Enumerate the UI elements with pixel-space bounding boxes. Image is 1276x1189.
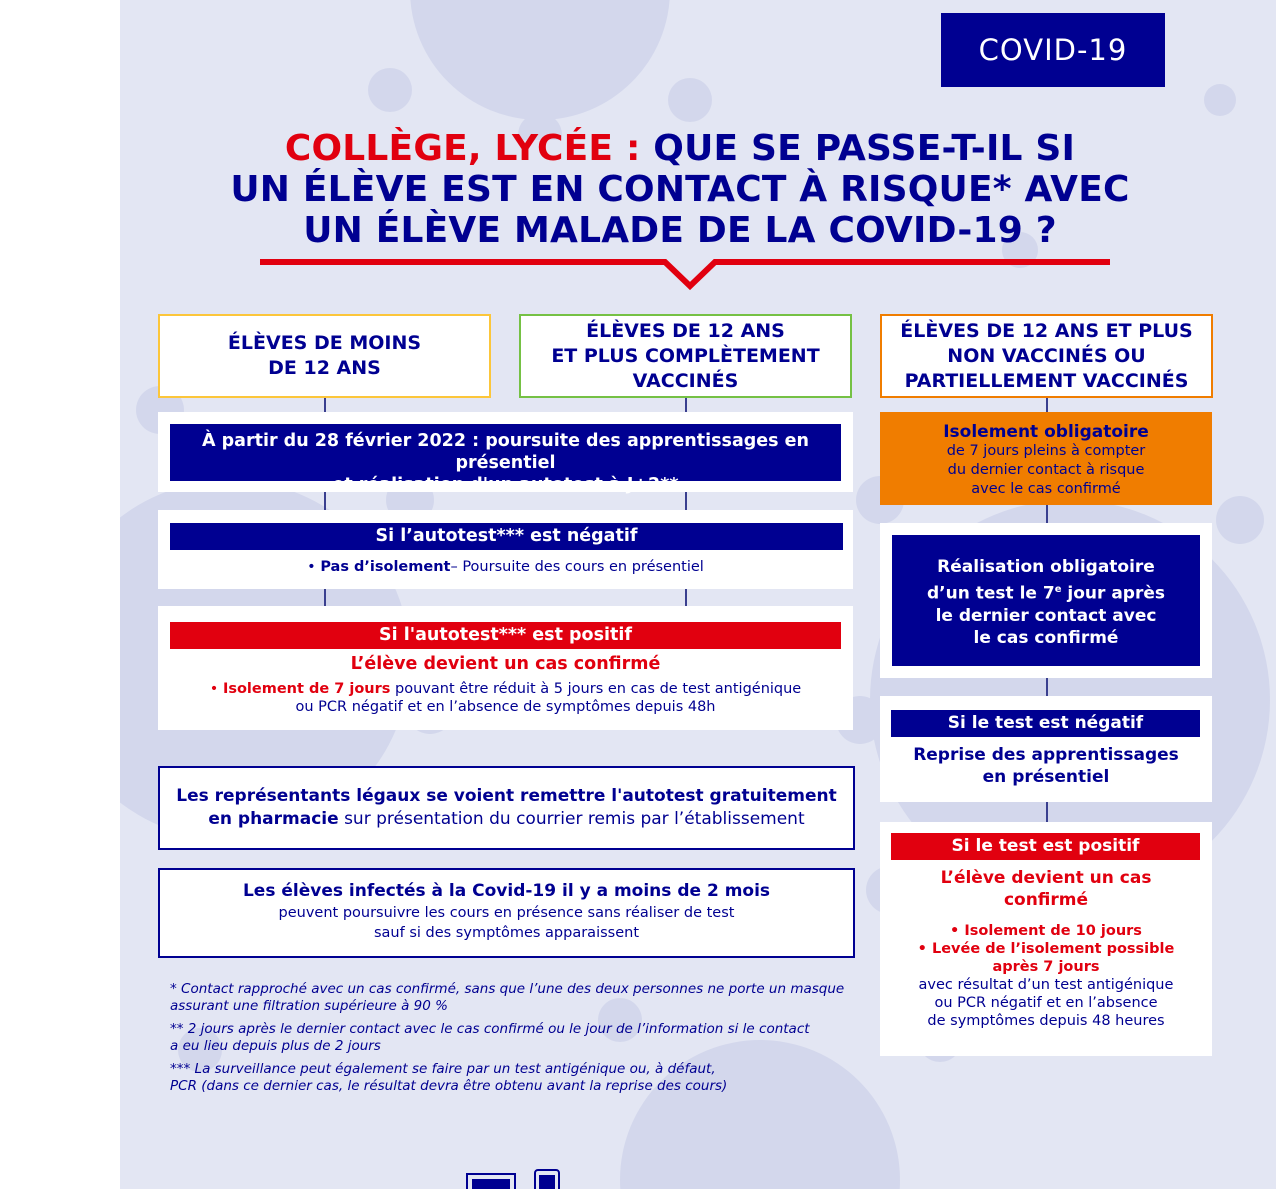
footnote-1-line2: assurant une filtration supérieure à 90 % xyxy=(170,998,448,1014)
autotest-negative-header: Si l’autotest*** est négatif xyxy=(170,523,843,550)
isolation-10-days: Isolement de 10 jours xyxy=(964,923,1142,939)
infected-students-line2: sauf si des symptômes apparaissent xyxy=(373,925,639,941)
pharmacy-info-rest: sur présentation du courrier remis par l’établissement xyxy=(338,809,805,829)
infected-students-line1: peuvent poursuivre les cours en présence sans réaliser de test xyxy=(278,905,735,921)
isolation-line1: de 7 jours pleins à compter xyxy=(946,443,1146,459)
isolation-detail: pouvant être réduit à 5 jours en cas de test antigénique xyxy=(390,681,802,697)
resume-line2: en présentiel xyxy=(982,767,1110,787)
connector-line xyxy=(324,589,326,606)
footnote-3-line1: *** La surveillance peut également se faire par un test antigénique ou, à défaut, xyxy=(170,1061,716,1077)
title-line2: UN ÉLÈVE EST EN CONTACT À RISQUE* AVEC xyxy=(230,169,1130,210)
virus-decoration-icon xyxy=(300,0,780,140)
infected-students-title: Les élèves infectés à la Covid-19 il y a moins de 2 mois xyxy=(242,881,771,901)
footnote-3-line2: PCR (dans ce dernier cas, le résultat devra être obtenu avant la reprise des cours) xyxy=(170,1078,728,1094)
pharmacy-label: en pharmacie xyxy=(208,809,339,829)
lifting-isolation: Levée de l’isolement possible xyxy=(931,941,1175,957)
right-detail-line3: de symptômes depuis 48 heures xyxy=(927,1013,1165,1029)
test-line3: le dernier contact avec xyxy=(935,605,1157,626)
title-underline-chevron xyxy=(260,256,1110,296)
connector-line xyxy=(324,398,326,412)
start-panel xyxy=(158,412,853,495)
mandatory-test-panel xyxy=(880,523,1212,678)
test-line1: Réalisation obligatoire xyxy=(937,557,1155,577)
column2-line3: VACCINÉS xyxy=(632,369,739,392)
mandatory-test-box xyxy=(892,535,1200,666)
right-detail-line1: avec résultat d’un test antigénique xyxy=(918,977,1174,993)
test-negative-header: Si le test est négatif xyxy=(891,710,1200,737)
autotest-negative-bullet: • Pas d’isolement– Poursuite des cours en présentiel xyxy=(307,559,704,575)
phone-icon xyxy=(534,1169,560,1189)
column-header-unvaccinated xyxy=(880,314,1213,398)
isolation-line2: du dernier contact à risque xyxy=(947,462,1145,478)
after-7-days: après 7 jours xyxy=(992,959,1100,975)
start-line2: et réalisation d'un autotest à J+2** xyxy=(332,475,679,495)
mandatory-isolation-box xyxy=(880,412,1212,505)
right-confirmed-line2: confirmé xyxy=(1003,890,1089,910)
column2-line2: ET PLUS COMPLÈTEMENT xyxy=(551,344,820,367)
right-detail-line2: ou PCR négatif et en l’absence xyxy=(934,995,1158,1011)
test-line2-start: d’un test le 7 xyxy=(927,583,1055,604)
test-positive-panel xyxy=(880,822,1212,1056)
connector-line xyxy=(1046,505,1048,523)
start-banner xyxy=(170,424,841,495)
test-positive-header: Si le test est positif xyxy=(891,833,1200,860)
page-title xyxy=(180,128,1180,251)
isolation-title: Isolement obligatoire xyxy=(943,422,1149,442)
covid-badge: COVID-19 xyxy=(941,13,1165,87)
positive-isolation-text: • Isolement de 7 jours pouvant être réduit à 5 jours en cas de test antigénique ou PCR négatif et en l’absence de symptômes depuis 48h xyxy=(158,680,853,716)
column-header-under-12 xyxy=(158,314,491,398)
pharmacy-info-bold: Les représentants légaux se voient remettre l'autotest gratuitement xyxy=(176,786,837,806)
column1-line2: DE 12 ANS xyxy=(268,357,381,379)
test-negative-panel xyxy=(880,696,1212,802)
connector-line xyxy=(1046,678,1048,696)
pharmacy-info-box xyxy=(158,766,855,850)
column3-line2: NON VACCINÉS OU xyxy=(947,344,1146,367)
right-confirmed-label xyxy=(880,867,1212,911)
footnote-2-line2: a eu lieu depuis plus de 2 jours xyxy=(170,1038,381,1054)
test-line2-end: jour après xyxy=(1061,583,1165,604)
footnote-2-line1: ** 2 jours après le dernier contact avec le cas confirmé ou le jour de l’information si le contact xyxy=(170,1021,810,1037)
no-isolation-detail: – Poursuite des cours en présentiel xyxy=(450,559,704,575)
column2-line1: ÉLÈVES DE 12 ANS xyxy=(586,319,785,342)
right-positive-details: • Isolement de 10 jours • Levée de l’isolement possible après 7 jours avec résultat d’un test antigénique ou PCR négatif et en l’absence de symptômes depuis 48 heures xyxy=(880,922,1212,1030)
column3-line1: ÉLÈVES DE 12 ANS ET PLUS xyxy=(900,319,1193,342)
footnotes xyxy=(170,981,850,1095)
column-header-vaccinated xyxy=(519,314,852,398)
autotest-positive-header: Si l'autotest*** est positif xyxy=(170,622,841,649)
infected-students-box xyxy=(158,868,855,958)
isolation-detail-line2: ou PCR négatif et en l’absence de symptômes depuis 48h xyxy=(295,699,716,715)
title-highlight: COLLÈGE, LYCÉE : xyxy=(284,128,641,169)
no-isolation-label: Pas d’isolement xyxy=(320,559,451,575)
start-line1: À partir du 28 février 2022 : poursuite des apprentissages en présentiel xyxy=(201,431,809,473)
autotest-negative-panel xyxy=(158,510,853,589)
resume-line1: Reprise des apprentissages xyxy=(913,745,1179,765)
column3-line3: PARTIELLEMENT VACCINÉS xyxy=(904,369,1189,392)
title-line1: QUE SE PASSE-T-IL SI xyxy=(640,128,1076,169)
right-confirmed-line1: L’élève devient un cas xyxy=(940,868,1152,888)
test-negative-text xyxy=(880,744,1212,788)
connector-line xyxy=(1046,802,1048,822)
footnote-1-line1: * Contact rapproché avec un cas confirmé, sans que l’une des deux personnes ne porte un masque xyxy=(170,981,845,997)
isolation-line3: avec le cas confirmé xyxy=(971,481,1121,497)
title-line3: UN ÉLÈVE MALADE DE LA COVID-19 ? xyxy=(303,210,1057,251)
test-line4: le cas confirmé xyxy=(973,628,1119,649)
connector-line xyxy=(1046,398,1048,412)
connector-line xyxy=(685,589,687,606)
confirmed-case-label: L’élève devient un cas confirmé xyxy=(350,654,661,674)
column1-line1: ÉLÈVES DE MOINS xyxy=(227,332,422,354)
autotest-positive-panel xyxy=(158,606,853,730)
isolation-7-days: Isolement de 7 jours xyxy=(222,681,391,697)
test-superscript: e xyxy=(1054,583,1062,595)
computer-icon xyxy=(466,1173,516,1189)
connector-line xyxy=(685,398,687,412)
